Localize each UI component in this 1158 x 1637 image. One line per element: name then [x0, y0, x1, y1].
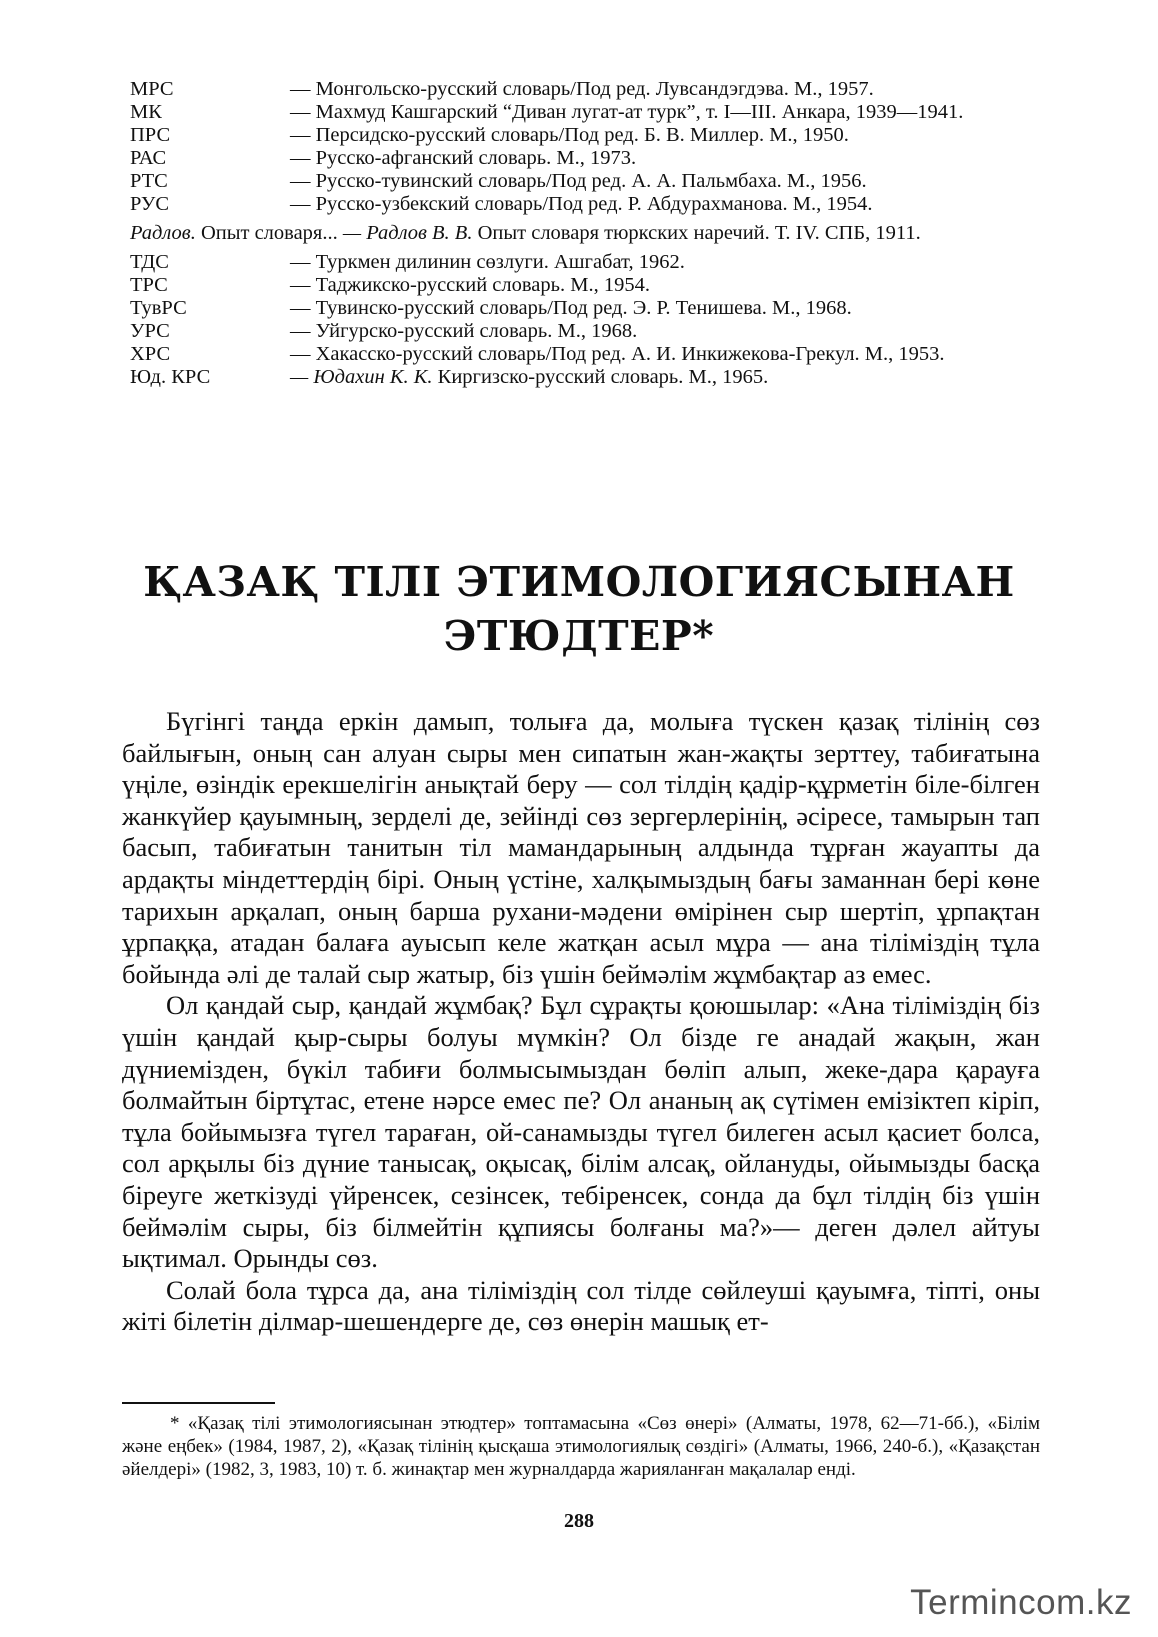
- paragraph: Ол қандай сыр, қандай жұмбақ? Бұл сұрақты қоюшылар: «Ана тіліміздің біз үшін қандай қыр-сыры болуы мүмкін? Ол бізде ге анадай жақын, жан дүниемізден, бүкіл табиғи болмысымыздан бөліп алып, жеке-дара қарауға болмайтын біртұтас, етене нәрсе емес пе? Ол ананың ақ сүтімен емізіктеп кіріп, тұла бойымызға түгел тараған, ой-санамызды түгел билеген асыл қасиет болса, сол арқылы біз дүние танысақ, оқысақ, білім алсақ, ойлануды, ойымызды басқа біреуге жеткізуді үйренсек, сезінсек, тебіренсек, сонда да бұл тілдің біз үшін беймәлім сыры, біз білмейтін құпиясы болғаны ма?»— деген дәлел айтуы ықтимал. Орынды сөз.: [122, 990, 1040, 1274]
- abbreviation-key: РУС: [130, 193, 170, 215]
- abbreviation-entry: [130, 170, 1030, 193]
- abbreviation-key: ТРС: [130, 274, 168, 296]
- abbreviation-value: [290, 366, 1030, 389]
- footnote: * «Қазақ тілі этимологиясынан этюдтер» топтамасына «Сөз өнері» (Алматы, 1978, 62—71-бб.), «Білім және еңбек» (1984, 1987, 2), «Қазақ тілінің қысқаша этимологиялық сөздігі» (Алматы, 1966, 240-б.), «Қазақстан әйелдері» (1982, 3, 1983, 10) т. б. жинақтар мен журналдарда жарияланған мақалалар енді.: [122, 1413, 1040, 1480]
- abbreviation-entry: [130, 124, 1030, 147]
- title-line-1: ҚАЗАҚ ТІЛІ ЭТИМОЛОГИЯСЫНАН: [143, 558, 1015, 606]
- abbreviation-group-bottom: [130, 251, 1030, 366]
- abbreviation-key: МК: [130, 101, 162, 123]
- radlov-value: Опыт словаря тюркских наречий. Т. IV. СПБ, 1911.: [477, 222, 921, 244]
- abbreviation-entry: [130, 193, 1030, 216]
- abbreviation-entry: [130, 251, 1030, 274]
- abbreviation-value: — Таджикско-русский словарь. М., 1954.: [290, 274, 650, 296]
- abbreviation-entry: [130, 274, 1030, 297]
- title-line-2: ЭТЮДТЕР*: [443, 612, 715, 660]
- abbreviation-entry-radlov: [130, 222, 1030, 245]
- abbreviation-key: МРС: [130, 78, 174, 100]
- abbreviation-key: УРС: [130, 320, 170, 342]
- abbreviation-entry: [130, 147, 1030, 170]
- page-number: 288: [564, 1510, 594, 1532]
- abbreviation-key: ХРС: [130, 343, 171, 365]
- abbreviation-value: — Персидско-русский словарь/Под ред. Б. В. Миллер. М., 1950.: [290, 124, 849, 146]
- abbreviation-entry: [130, 78, 1030, 101]
- abbreviation-value: — Монгольско-русский словарь/Под ред. Лувсандэгдэва. М., 1957.: [290, 78, 874, 100]
- abbreviation-value: — Тувинско-русский словарь/Под ред. Э. Р. Тенишева. М., 1968.: [290, 297, 852, 319]
- abbreviation-value: — Махмуд Кашгарский “Диван лугат-ат турк”, т. I—III. Анкара, 1939—1941.: [290, 101, 964, 123]
- abbreviation-author: — Юдахин К. К.: [290, 366, 433, 388]
- radlov-key: Радлов.: [130, 222, 196, 244]
- abbreviation-key: РАС: [130, 147, 167, 169]
- abbreviation-entry: [130, 320, 1030, 343]
- abbreviation-group-top: [130, 78, 1030, 216]
- abbreviation-key: РТС: [130, 170, 168, 192]
- abbreviation-value: — Русско-узбекский словарь/Под ред. Р. Абдурахманова. М., 1954.: [290, 193, 873, 215]
- radlov-key-rest: Опыт словаря...: [200, 222, 338, 244]
- abbreviation-entry: [130, 366, 1030, 389]
- abbreviation-key: ТувРС: [130, 297, 187, 319]
- abbreviation-value: — Туркмен дилинин сөзлуги. Ашгабат, 1962.: [290, 251, 685, 273]
- abbreviation-list: [130, 78, 1030, 389]
- abbreviation-key: ПРС: [130, 124, 171, 146]
- page-title: [0, 555, 1158, 663]
- abbreviation-value: — Русско-афганский словарь. М., 1973.: [290, 147, 637, 169]
- abbreviation-value: — Уйгурско-русский словарь. М., 1968.: [290, 320, 638, 342]
- abbreviation-entry: [130, 101, 1030, 124]
- abbreviation-text: Киргизско-русский словарь. М., 1965.: [437, 366, 769, 388]
- footnote-divider: [122, 1402, 275, 1404]
- abbreviation-entry: [130, 297, 1030, 320]
- abbreviation-key: Юд. КРС: [130, 366, 211, 388]
- body-text: [122, 706, 1040, 1338]
- paragraph: Бүгінгі таңда еркін дамып, толыға да, молыға түскен қазақ тілінің сөз байлығын, оның сан алуан сыры мен сипатын жан-жақты зерттеу, табиғатына үңіле, өзіндік ерекшелігін анықтай беру — сол тілдің қадір-құрметін біле-білген жанкүйер қауымның, зерделі де, зейінді сөз зергерлерінің, әсіресе, тамырын тап басып, табиғатын танитын тіл мамандарының алдында тұрған жауапты да ардақты міндеттердің бірі. Оның үстіне, халқымыздың бағы заманнан бері көне тарихын арқалап, оның барша рухани-мәдени өмірінен сыр шертіп, ұрпақтан ұрпаққа, атадан балаға ауысып келе жатқан асыл мұра — ана тіліміздің тұла бойында әлі де талай сыр жатыр, біз үшін беймәлім жұмбақтар аз емес.: [122, 706, 1040, 989]
- abbreviation-value: — Хакасско-русский словарь/Под ред. А. И. Инкижекова-Грекул. М., 1953.: [290, 343, 945, 365]
- paragraph: Солай бола тұрса да, ана тіліміздің сол тілде сөйлеуші қауымға, тіпті, оны жіті білетін ділмар-шешендерге де, сөз өнерін машық ет-: [122, 1274, 1040, 1337]
- abbreviation-key: ТДС: [130, 251, 169, 273]
- watermark-logo: Termincom.kz: [910, 1583, 1132, 1622]
- abbreviation-value: — Русско-тувинский словарь/Под ред. А. А. Пальмбаха. М., 1956.: [290, 170, 867, 192]
- radlov-author: — Радлов В. В.: [342, 222, 473, 244]
- abbreviation-entry: [130, 343, 1030, 366]
